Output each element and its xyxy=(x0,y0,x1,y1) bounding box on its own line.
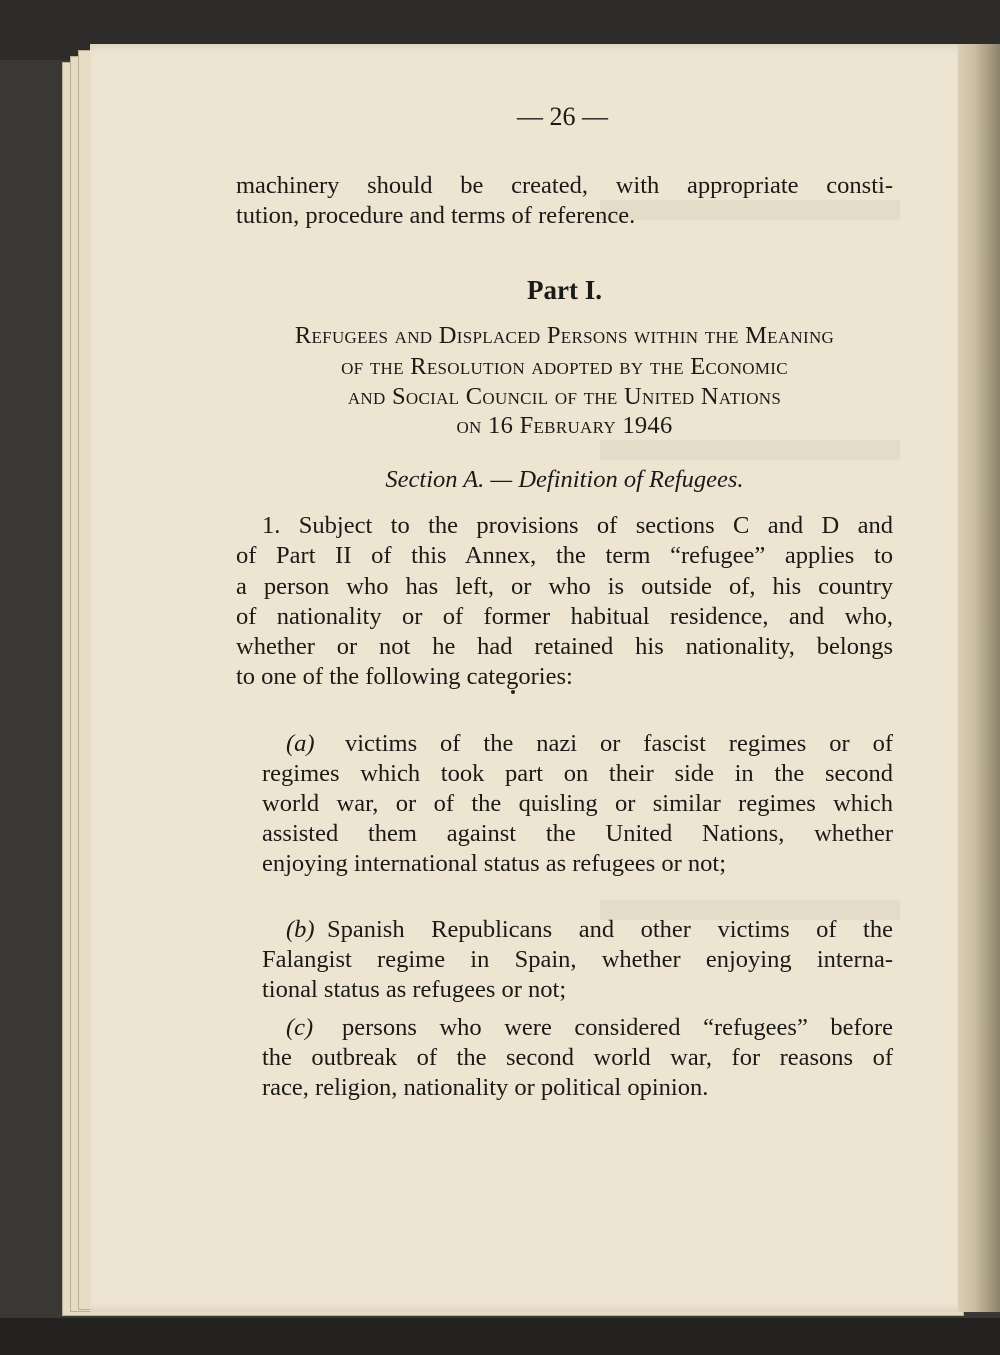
intro-line: machinery should be created, with appropriate consti- xyxy=(236,172,893,199)
ink-dot xyxy=(511,690,515,694)
paragraph-line: a person who has left, or who is outside of, his country xyxy=(236,573,893,600)
item-c-line: the outbreak of the second world war, for reasons of xyxy=(262,1044,893,1071)
heading-line: Refugees and Displaced Persons within the Meaning xyxy=(294,322,835,349)
part-title: Part I. xyxy=(527,275,602,305)
item-c-marker: (c) xyxy=(286,1014,314,1041)
paragraph-line: 1. Subject to the provisions of sections C and D and xyxy=(262,512,893,539)
heading-line: and Social Council of the United Nations xyxy=(347,383,782,410)
paragraph-line: of Part II of this Annex, the term “refugee” applies to xyxy=(236,542,893,569)
item-a-line: world war, or of the quisling or similar regimes which xyxy=(262,790,893,817)
item-c-line: race, religion, nationality or political opinion. xyxy=(262,1074,709,1101)
item-a-line: enjoying international status as refugees or not; xyxy=(262,850,727,877)
book-gutter xyxy=(958,44,1000,1312)
section-title: Section A. — Definition of Refugees. xyxy=(385,466,744,493)
item-b-line: Spanish Republicans and other victims of the xyxy=(327,916,893,943)
item-b-line: tional status as refugees or not; xyxy=(262,976,567,1003)
item-a-line: regimes which took part on their side in the second xyxy=(262,760,893,787)
item-b-line: Falangist regime in Spain, whether enjoying interna- xyxy=(262,946,893,973)
item-a-marker: (a) xyxy=(286,730,315,757)
item-a-line: assisted them against the United Nations, whether xyxy=(262,820,893,847)
page-number: — 26 — xyxy=(517,102,608,131)
heading-line: on 16 February 1946 xyxy=(456,412,673,439)
intro-line: tution, procedure and terms of reference. xyxy=(236,202,636,229)
item-b-marker: (b) xyxy=(286,916,315,943)
paragraph-line: to one of the following categories: xyxy=(236,663,573,690)
heading-line: of the Resolution adopted by the Economic xyxy=(341,353,788,380)
item-c-line: persons who were considered “refugees” before xyxy=(342,1014,893,1041)
background-bottom xyxy=(0,1318,1000,1355)
paragraph-line: of nationality or of former habitual residence, and who, xyxy=(236,603,893,630)
paragraph-line: whether or not he had retained his nationality, belongs xyxy=(236,633,893,660)
item-a-line: victims of the nazi or fascist regimes or of xyxy=(345,730,893,757)
show-through-text xyxy=(600,440,900,460)
